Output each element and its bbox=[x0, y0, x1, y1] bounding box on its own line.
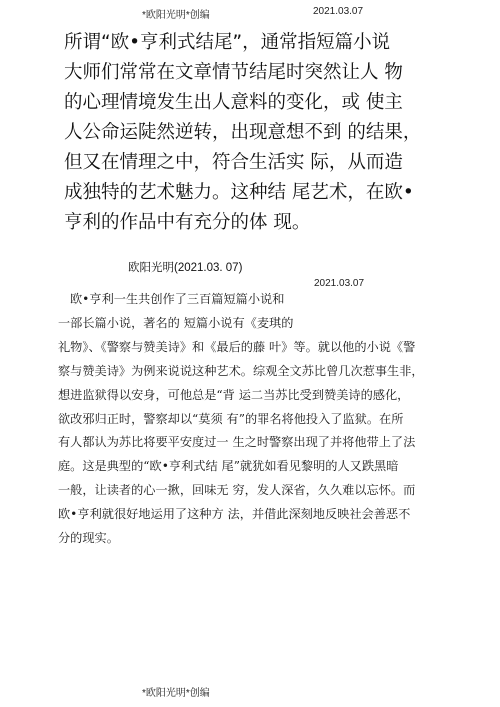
paragraph-1 bbox=[64, 28, 494, 238]
paragraph-2 bbox=[58, 288, 498, 551]
section-author-date: 欧阳光明(2021.03. 07) bbox=[128, 262, 243, 274]
paragraph-2-line: 有人都认为苏比将要平安度过一 生之时警察出现了并将他带上了法 bbox=[58, 435, 416, 450]
paragraph-2-line: 礼物》、《警察与赞美诗》和《最后的藤 叶》等。就以他的小说《警 bbox=[58, 339, 416, 354]
paragraph-2-line: 一般，让读者的心一揪，回味无 穷，发人深省，久久难以忘怀。而 bbox=[58, 483, 416, 498]
paragraph-2-line: 察与赞美诗》为例来说说这种艺术。综观全文苏比曾几次惹事生非， bbox=[58, 363, 424, 378]
paragraph-2-line: 一部长篇小说，著名的 短篇小说有《麦琪的 bbox=[58, 315, 294, 330]
paragraph-1-line: 成独特的艺术魅力。这种结 尾艺术，在欧• bbox=[64, 182, 414, 203]
header-author-mark: *欧阳光明*创编 bbox=[142, 10, 210, 21]
paragraph-1-line: 所谓“欧•亨利式结尾”，通常指短篇小说 bbox=[64, 32, 391, 53]
header-date: 2021.03.07 bbox=[313, 6, 364, 17]
paragraph-2-line: 欲改邪归正时，警察却以“莫须 有”的罪名将他投入了监狱。在所 bbox=[58, 411, 404, 426]
paragraph-1-line: 亨利的作品中有充分的体 现。 bbox=[64, 212, 311, 233]
paragraph-1-line: 大师们常常在文章情节结尾时突然让人 物 bbox=[64, 62, 403, 83]
paragraph-2-line: 庭。这是典型的“欧•亨利式结 尾”就犹如看见黎明的人又跌黑暗 bbox=[58, 459, 399, 474]
paragraph-2-line: 欧•亨利就很好地运用了这种方 法，并借此深刻地反映社会善恶不 bbox=[58, 507, 411, 522]
paragraph-2-line: 想进监狱得以安身，可他总是“背 运二当苏比受到赞美诗的感化， bbox=[58, 387, 410, 402]
paragraph-1-line: 人公命运陡然逆转，出现意想不到 的结果， bbox=[64, 122, 422, 143]
paragraph-2-line: 分的现实。 bbox=[58, 531, 119, 546]
paragraph-1-line: 但又在情理之中，符合生活实 际，从而造 bbox=[64, 152, 403, 173]
footer-author-mark: *欧阳光明*创编 bbox=[142, 688, 210, 699]
paragraph-1-line: 的心理情境发生出人意料的变化，或 使主 bbox=[64, 92, 403, 113]
section-date: 2021.03.07 bbox=[314, 278, 365, 289]
paragraph-2-line: 欧•亨利一生共创作了三百篇短篇小说和 bbox=[70, 292, 285, 306]
